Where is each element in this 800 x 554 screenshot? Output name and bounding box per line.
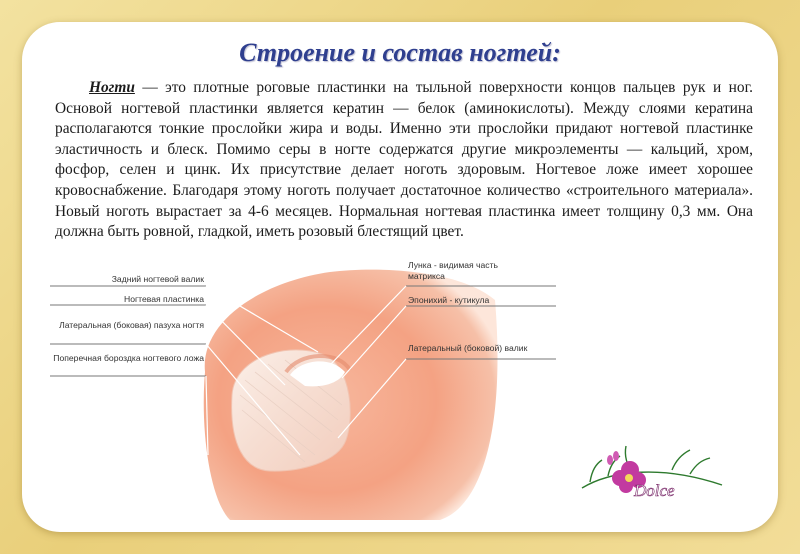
label-lateral-nail-fold: Латеральный (боковой) валик [408, 343, 528, 353]
dolce-logo [572, 430, 732, 510]
paragraph-body: — это плотные роговые пластинки на тыльной поверхности концов пальцев рук и ног. Основой ногтевой пластинки является кератин — белок (аминокислоты). Между слоями кератина располагаются тонкие прослойки жира и воды. Именно эти прослойки придают ногтевой пластинке эластичность и блеск. Помимо серы в ногте содержатся другие микроэлементы — кальций, хром, фосфор, селен и цинк. Их присутствие делает ноготь здоровым. Ногтевое ложе имеет хорошее кровоснабжение. Благодаря этому ноготь получает достаточное количество «строительного материала». Новый ноготь вырастает за 4-6 месяцев. Нормальная ногтевая пластинка имеет толщину 0,3 мм. Она должна быть ровной, гладкой, иметь розовый блестящий цвет. [55, 79, 753, 241]
logo-text: Dolce [634, 481, 675, 500]
label-eponychium: Эпонихий - кутикула [408, 295, 490, 305]
label-posterior-nail-fold: Задний ногтевой валик [111, 274, 204, 284]
label-lunula: Лунка - видимая часть матрикса [408, 260, 499, 281]
label-nail-plate: Ногтевая пластинка [124, 294, 204, 304]
term-nails: Ногти [89, 79, 135, 96]
slide-title: Строение и состав ногтей: [239, 38, 561, 67]
label-lateral-nail-sinus: Латеральная (боковая) пазуха ногтя [59, 320, 204, 330]
label-transverse-groove: Поперечная бороздка ногтевого ложа [53, 353, 204, 363]
